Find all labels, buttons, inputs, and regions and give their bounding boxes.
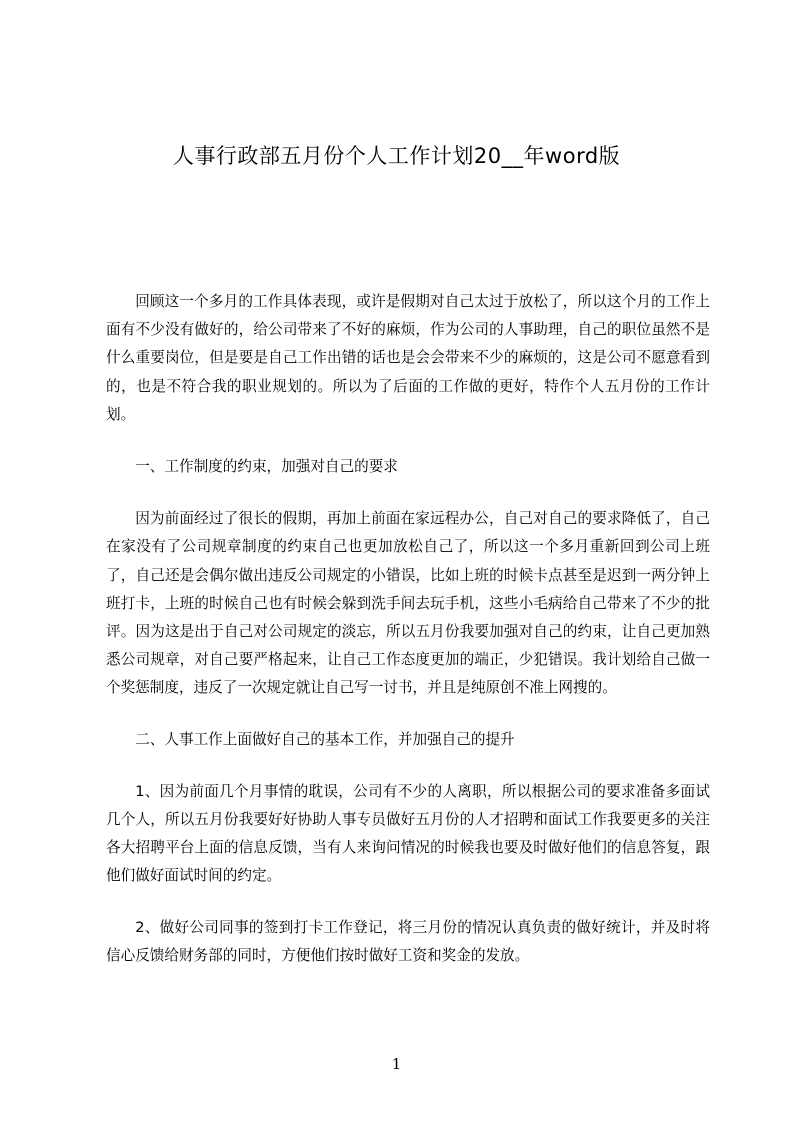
document-body	[106, 288, 710, 970]
section-heading-2: 二、人事工作上面做好自己的基本工作，并加强自己的提升	[135, 730, 515, 748]
section-2-item-1: 1、因为前面几个月事情的耽误，公司有不少的人离职，所以根据公司的要求准备多面试几个人，所以五月份我要好好协助人事专员做好五月份的人才招聘和面试工作我要更多的关注各大招聘平台上面的信息反馈，当有人来询问情况的时候我也要及时做好他们的信息答复，跟他们做好面试时间的约定。	[106, 782, 710, 885]
section-heading-1: 一、工作制度的约束，加强对自己的要求	[135, 458, 398, 476]
intro-paragraph: 回顾这一个多月的工作具体表现，或许是假期对自己太过于放松了，所以这个月的工作上面有不少没有做好的，给公司带来了不好的麻烦，作为公司的人事助理，自己的职位虽然不是什么重要岗位，但是要是自己工作出错的话也是会会带来不少的麻烦的，这是公司不愿意看到的，也是不符合我的职业规划的。所以为了后面的工作做的更好，特作个人五月份的工作计划。	[106, 293, 710, 423]
section-2-item-2: 2、做好公司同事的签到打卡工作登记，将三月份的情况认真负责的做好统计，并及时将信心反馈给财务部的同时，方便他们按时做好工资和奖金的发放。	[106, 918, 710, 964]
document-title: 人事行政部五月份个人工作计划20__年word版	[172, 144, 621, 168]
page-number: 1	[391, 1055, 402, 1073]
section-1-paragraph: 因为前面经过了很长的假期，再加上前面在家远程办公，自己对自己的要求降低了，自己在家没有了公司规章制度的约束自己也更加放松自己了，所以这一个多月重新回到公司上班了，自己还是会偶尔做出违反公司规定的小错误，比如上班的时候卡点甚至是迟到一两分钟上班打卡，上班的时候自己也有时候会躲到洗手间去玩手机，这些小毛病给自己带来了不少的批评。因为这是出于自己对公司规定的淡忘，所以五月份我要加强对自己的约束，让自己更加熟悉公司规章，对自己要严格起来，让自己工作态度更加的端正，少犯错误。我计划给自己做一个奖惩制度，违反了一次规定就让自己写一讨书，并且是纯原创不准上网搜的。	[106, 510, 710, 697]
